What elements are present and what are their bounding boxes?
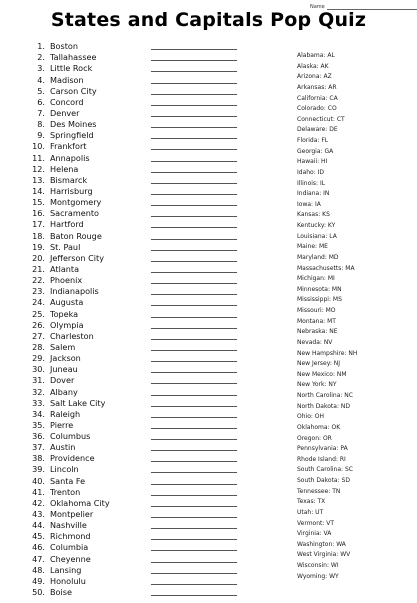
question-number: 40. — [32, 475, 45, 486]
capital-name: Charleston — [50, 330, 94, 341]
state-abbreviation-item: Connecticut: CT — [297, 115, 345, 123]
capital-row — [29, 385, 237, 396]
capital-row — [29, 497, 237, 508]
answer-blank-line — [151, 527, 237, 529]
answer-blank-line — [151, 516, 237, 518]
answer-blank-line — [151, 583, 237, 585]
state-abbreviation-item: Mississippi: MS — [297, 296, 342, 304]
capital-name: Baton Rouge — [50, 230, 102, 241]
answer-blank-line — [151, 338, 237, 340]
capital-name: Harrisburg — [50, 185, 93, 196]
capital-row — [29, 274, 237, 285]
answer-blank-line — [151, 260, 237, 262]
capital-name: Montgomery — [50, 197, 102, 208]
question-number: 45. — [32, 531, 45, 542]
capital-row — [29, 85, 237, 96]
capital-name: Raleigh — [50, 408, 81, 419]
capital-name: Bismarck — [50, 174, 88, 185]
answer-blank-line — [151, 59, 237, 61]
answer-blank-line — [151, 304, 237, 306]
question-number: 10. — [32, 141, 45, 152]
state-abbreviation-item: Maryland: MD — [297, 253, 339, 261]
capital-row — [29, 51, 237, 62]
capital-name: Jefferson City — [50, 252, 104, 263]
question-number: 15. — [32, 197, 45, 208]
capital-row — [29, 252, 237, 263]
capital-row — [29, 530, 237, 541]
capital-name: Columbus — [50, 431, 91, 442]
capital-name: Jackson — [50, 353, 81, 364]
state-abbreviation-item: New Jersey: NJ — [297, 360, 341, 368]
capital-row — [29, 229, 237, 240]
capital-name: Springfield — [50, 130, 94, 141]
state-abbreviation-item: Nevada: NV — [297, 338, 333, 346]
answer-blank-line — [151, 193, 237, 195]
answer-blank-line — [151, 293, 237, 295]
answer-blank-line — [151, 70, 237, 72]
answer-blank-line — [151, 561, 237, 563]
state-abbreviation-item: Hawaii: HI — [297, 158, 328, 166]
capital-row — [29, 62, 237, 73]
capital-row — [29, 296, 237, 307]
question-number: 3. — [37, 63, 45, 74]
capital-row — [29, 374, 237, 385]
capital-row — [29, 541, 237, 552]
answer-blank-line — [151, 249, 237, 251]
name-label: Name — [310, 4, 325, 10]
answer-blank-line — [151, 82, 237, 84]
state-abbreviation-item: Kentucky: KY — [297, 222, 336, 229]
state-abbreviation-item: Virginia: VA — [297, 530, 332, 538]
state-abbreviation-item: New Mexico: NM — [297, 370, 347, 378]
capital-name: Lansing — [50, 564, 82, 575]
question-number: 41. — [32, 486, 45, 497]
capital-name: Nashville — [50, 520, 87, 531]
capital-name: Dover — [50, 375, 75, 386]
capital-name: Helena — [50, 163, 79, 174]
capital-name: Carson City — [50, 85, 97, 96]
capital-row — [29, 96, 237, 107]
capital-name: Salt Lake City — [50, 397, 106, 408]
state-abbreviation-item: Maine: ME — [297, 243, 328, 251]
question-number: 4. — [37, 74, 45, 85]
capital-row — [29, 218, 237, 229]
state-abbreviation-item: California: CA — [297, 94, 338, 102]
answer-blank-line — [151, 449, 237, 451]
capital-row — [29, 341, 237, 352]
question-number: 28. — [32, 341, 45, 352]
question-number: 43. — [32, 509, 45, 520]
state-abbreviation-item: New Hampshire: NH — [297, 349, 358, 357]
capital-row — [29, 474, 237, 485]
capital-name: Cheyenne — [50, 553, 91, 564]
state-abbreviation-item: Wyoming: WY — [297, 572, 339, 580]
state-abbreviation-item: Wisconsin: WI — [297, 562, 339, 569]
capital-name: Concord — [50, 96, 84, 107]
answer-blank-line — [151, 360, 237, 362]
answer-blank-line — [151, 48, 237, 50]
answer-blank-line — [151, 460, 237, 462]
state-abbreviation-item: West Virginia: WV — [297, 551, 351, 559]
question-number: 38. — [32, 453, 45, 464]
capital-row — [29, 140, 237, 151]
question-number: 8. — [37, 119, 45, 130]
capital-name: Topeka — [50, 308, 79, 319]
capital-name: Annapolis — [50, 152, 90, 163]
question-number: 39. — [32, 464, 45, 475]
state-abbreviation-item: Colorado: CO — [297, 105, 337, 113]
state-abbreviation-item: Georgia: GA — [297, 147, 334, 155]
answer-blank-line — [151, 160, 237, 162]
question-number: 37. — [32, 442, 45, 453]
state-abbreviation-item: Alabama: AL — [297, 52, 335, 59]
state-abbreviation-item: Arkansas: AR — [297, 83, 337, 91]
question-number: 6. — [37, 96, 45, 107]
answer-blank-line — [151, 93, 237, 95]
state-abbreviation-item: Alaska: AK — [297, 62, 329, 70]
capital-row — [29, 419, 237, 430]
capital-name: Montpelier — [50, 509, 94, 520]
answer-blank-line — [151, 382, 237, 384]
capital-name: Hartford — [50, 219, 84, 230]
question-number: 17. — [32, 219, 45, 230]
capital-row — [29, 307, 237, 318]
capital-name: Pierre — [50, 419, 74, 430]
question-number: 31. — [32, 375, 45, 386]
capital-name: Boise — [50, 587, 72, 598]
capital-name: Santa Fe — [50, 475, 86, 486]
answer-blank-line — [151, 427, 237, 429]
capital-row — [29, 241, 237, 252]
state-abbreviation-item: Delaware: DE — [297, 126, 338, 134]
answer-blank-line — [151, 416, 237, 418]
question-number: 34. — [32, 408, 45, 419]
answer-blank-line — [151, 349, 237, 351]
capital-name: Trenton — [50, 486, 81, 497]
capital-row — [29, 486, 237, 497]
capital-name: Honolulu — [50, 575, 86, 586]
state-abbreviation-item: Oklahoma: OK — [297, 423, 341, 431]
answer-blank-line — [151, 494, 237, 496]
answer-blank-line — [151, 115, 237, 117]
answer-blank-line — [151, 549, 237, 551]
state-abbreviation-item: Louisiana: LA — [297, 232, 337, 240]
capital-row — [29, 129, 237, 140]
state-abbreviation-item: Nebraska: NE — [297, 328, 338, 336]
capital-name: Providence — [50, 453, 95, 464]
capital-row — [29, 151, 237, 162]
question-number: 25. — [32, 308, 45, 319]
question-number: 2. — [37, 52, 45, 63]
question-number: 14. — [32, 185, 45, 196]
question-number: 32. — [32, 386, 45, 397]
answer-blank-line — [151, 215, 237, 217]
question-number: 26. — [32, 319, 45, 330]
answer-blank-line — [151, 327, 237, 329]
capital-row — [29, 174, 237, 185]
answer-blank-line — [151, 316, 237, 318]
answer-blank-line — [151, 483, 237, 485]
capital-row — [29, 564, 237, 575]
state-abbreviation-item: Florida: FL — [297, 137, 329, 144]
question-number: 16. — [32, 208, 45, 219]
capital-name: Austin — [50, 442, 76, 453]
state-abbreviation-item: South Carolina: SC — [297, 466, 353, 474]
page-title: States and Capitals Pop Quiz — [50, 9, 367, 31]
capital-row — [29, 263, 237, 274]
capital-row — [29, 118, 237, 129]
question-number: 27. — [32, 330, 45, 341]
capital-row — [29, 73, 237, 84]
answer-blank-line — [151, 204, 237, 206]
capital-name: Tallahassee — [50, 52, 97, 63]
state-abbreviation-item: Washington: WA — [297, 540, 346, 548]
state-abbreviation-item: Idaho: ID — [297, 168, 325, 176]
capital-name: Augusta — [50, 297, 84, 308]
capital-row — [29, 330, 237, 341]
state-abbreviation-item: Ohio: OH — [297, 413, 325, 421]
question-number: 47. — [32, 553, 45, 564]
capital-name: Oklahoma City — [50, 497, 110, 508]
capital-row — [29, 586, 237, 597]
question-number: 7. — [37, 107, 45, 118]
state-abbreviation-item: North Carolina: NC — [297, 392, 353, 399]
question-number: 48. — [32, 564, 45, 575]
answer-blank-line — [151, 282, 237, 284]
state-abbreviation-item: Iowa: IA — [297, 200, 321, 208]
question-number: 50. — [32, 587, 45, 598]
capital-name: Sacramento — [50, 208, 99, 219]
question-number: 44. — [32, 520, 45, 531]
answer-blank-line — [151, 394, 237, 396]
state-abbreviation-item: Indiana: IN — [297, 190, 330, 198]
capital-name: Salem — [50, 341, 76, 352]
answer-blank-line — [151, 538, 237, 540]
question-number: 46. — [32, 542, 45, 553]
capital-name: Indianapolis — [50, 286, 99, 297]
state-abbreviation-item: Texas: TX — [297, 498, 326, 506]
capital-row — [29, 452, 237, 463]
capital-row — [29, 107, 237, 118]
capital-row — [29, 352, 237, 363]
capital-row — [29, 519, 237, 530]
state-abbreviation-item: Michigan: MI — [297, 275, 335, 283]
capital-row — [29, 397, 237, 408]
state-abbreviation-item: North Dakota: ND — [297, 402, 350, 410]
capital-name: Frankfort — [50, 141, 87, 152]
answer-blank-line — [151, 226, 237, 228]
question-number: 18. — [32, 230, 45, 241]
question-number: 5. — [37, 85, 45, 96]
question-number: 42. — [32, 497, 45, 508]
answer-blank-line — [151, 572, 237, 574]
capital-name: Atlanta — [50, 263, 80, 274]
question-number: 12. — [32, 163, 45, 174]
answer-blank-line — [151, 505, 237, 507]
capital-name: Phoenix — [50, 275, 83, 286]
capital-name: Boston — [50, 41, 78, 52]
state-abbreviation-item: South Dakota: SD — [297, 477, 350, 484]
state-abbreviation-item: Illinois: IL — [297, 179, 326, 187]
capital-name: Lincoln — [50, 464, 79, 475]
capital-row — [29, 163, 237, 174]
question-number: 21. — [32, 263, 45, 274]
capital-name: Madison — [50, 74, 84, 85]
state-abbreviation-item: Vermont: VT — [297, 519, 335, 527]
capital-name: Little Rock — [50, 63, 93, 74]
question-number: 29. — [32, 353, 45, 364]
answer-blank-line — [151, 137, 237, 139]
state-abbreviation-item: Tennessee: TN — [297, 487, 341, 495]
capital-name: Juneau — [50, 364, 78, 375]
state-abbreviation-item: Massachusetts: MA — [297, 264, 355, 272]
capital-row — [29, 463, 237, 474]
answer-blank-line — [151, 271, 237, 273]
answer-blank-line — [151, 182, 237, 184]
capital-name: Des Moines — [50, 119, 97, 130]
state-abbreviation-item: Missouri: MO — [297, 307, 336, 314]
answer-blank-line — [151, 405, 237, 407]
answer-blank-line — [151, 371, 237, 373]
capital-name: Albany — [50, 386, 78, 397]
state-abbreviation-item: Montana: MT — [297, 317, 336, 325]
capitals-list — [29, 40, 237, 597]
question-number: 24. — [32, 297, 45, 308]
question-number: 35. — [32, 419, 45, 430]
question-number: 11. — [32, 152, 45, 163]
capital-row — [29, 363, 237, 374]
state-abbreviations-list — [297, 51, 357, 582]
question-number: 13. — [32, 174, 45, 185]
question-number: 9. — [37, 130, 45, 141]
capital-row — [29, 319, 237, 330]
question-number: 49. — [32, 575, 45, 586]
capital-row — [29, 430, 237, 441]
capital-row — [29, 40, 237, 51]
state-abbreviation-item: Kansas: KS — [297, 211, 330, 219]
capital-name: Olympia — [50, 319, 84, 330]
question-number: 30. — [32, 364, 45, 375]
answer-blank-line — [151, 238, 237, 240]
question-number: 36. — [32, 431, 45, 442]
capital-row — [29, 408, 237, 419]
question-number: 20. — [32, 252, 45, 263]
capital-name: St. Paul — [50, 241, 81, 252]
state-abbreviation-item: Utah: UT — [297, 508, 324, 516]
capital-row — [29, 552, 237, 563]
answer-blank-line — [151, 438, 237, 440]
answer-blank-line — [151, 594, 237, 596]
question-number: 33. — [32, 397, 45, 408]
capital-row — [29, 185, 237, 196]
capital-name: Columbia — [50, 542, 89, 553]
answer-blank-line — [151, 104, 237, 106]
answer-blank-line — [151, 471, 237, 473]
state-abbreviation-item: Rhode Island: RI — [297, 455, 346, 463]
capital-row — [29, 196, 237, 207]
capital-name: Denver — [50, 107, 80, 118]
state-abbreviation-item: New York: NY — [297, 381, 337, 389]
question-number: 1. — [37, 41, 45, 52]
capital-name: Richmond — [50, 531, 91, 542]
state-abbreviation-item: Pennsylvania: PA — [297, 445, 348, 453]
capital-row — [29, 207, 237, 218]
capital-row — [29, 285, 237, 296]
answer-blank-line — [151, 126, 237, 128]
capital-row — [29, 575, 237, 586]
capital-row — [29, 441, 237, 452]
state-abbreviation-item: Minnesota: MN — [297, 285, 342, 293]
capital-row — [29, 508, 237, 519]
answer-blank-line — [151, 171, 237, 173]
state-abbreviation-item: Oregon: OR — [297, 434, 332, 442]
state-abbreviation-item: Arizona: AZ — [297, 73, 332, 81]
answer-blank-line — [151, 148, 237, 150]
question-number: 23. — [32, 286, 45, 297]
question-number: 22. — [32, 275, 45, 286]
question-number: 19. — [32, 241, 45, 252]
